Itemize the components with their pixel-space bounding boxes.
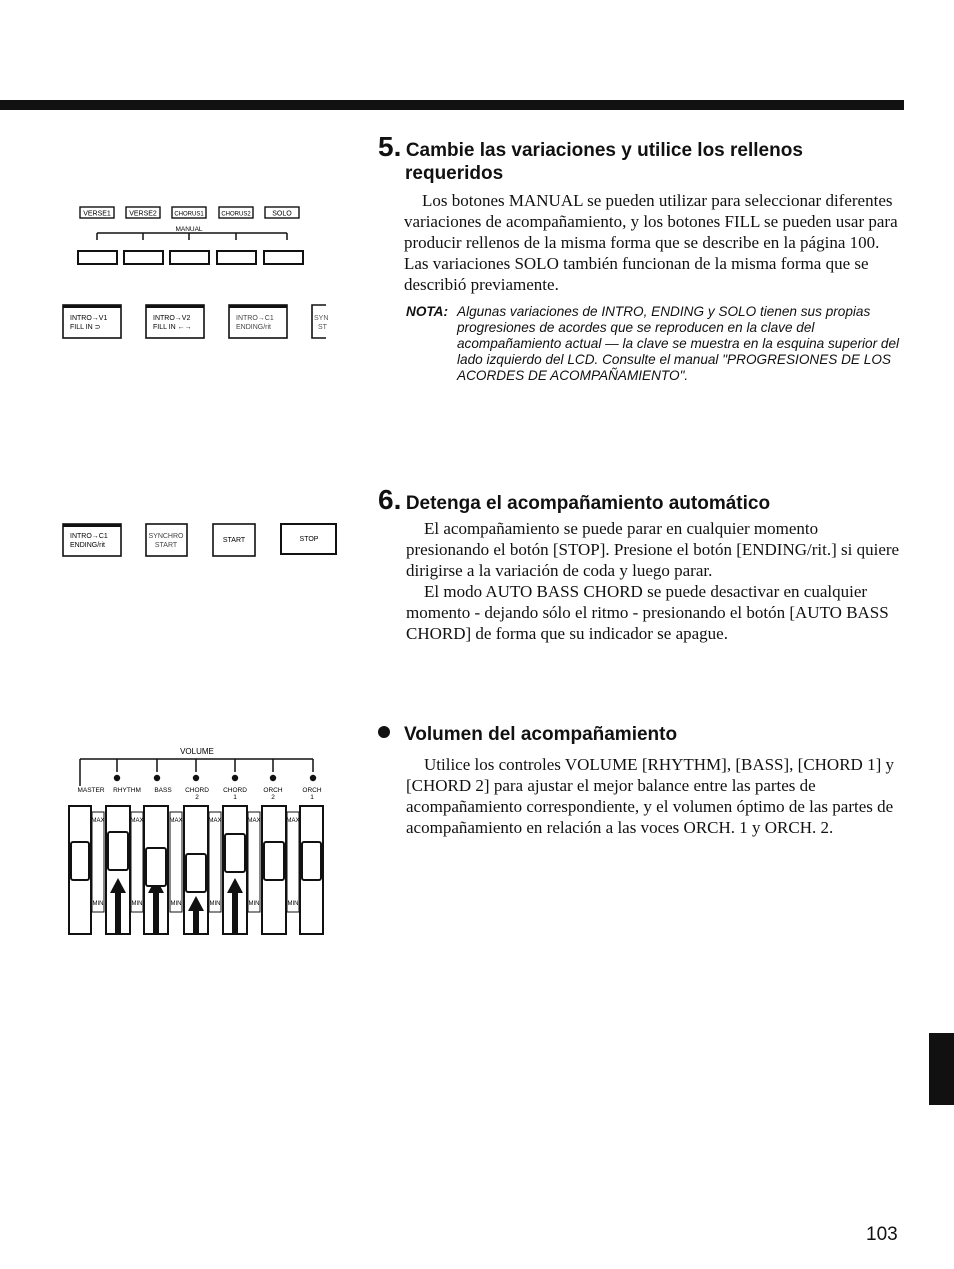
stop-row-btn1-line1: INTRO→C1 bbox=[70, 533, 108, 540]
max-label-6: MAX bbox=[286, 818, 300, 824]
volume-title-label: VOLUME bbox=[180, 747, 214, 756]
min-label-5: MIN bbox=[248, 901, 260, 907]
max-label-5: MAX bbox=[247, 818, 261, 824]
section6-number: 6. bbox=[378, 484, 402, 515]
manual-label-solo: SOLO bbox=[272, 210, 292, 218]
page-number: 103 bbox=[866, 1224, 898, 1245]
channel-orch1: ORCH bbox=[302, 787, 322, 794]
channel-orch2: ORCH bbox=[263, 787, 283, 794]
fill4-line2: ST bbox=[318, 324, 327, 331]
channel-master: MASTER bbox=[77, 787, 105, 794]
slider-orch2 bbox=[247, 806, 286, 934]
fill1-line1: INTRO→V1 bbox=[70, 315, 108, 322]
channel-orch1-num: 1 bbox=[310, 794, 314, 801]
stop-row-btn3-label: START bbox=[222, 537, 246, 544]
section6-paragraph-2: El modo AUTO BASS CHORD se puede desactivar en cualquier momento - dejando sólo el ritmo - presionando el botón [AUTO BASS CHORD] de forma que su indicador se apague. bbox=[406, 582, 889, 643]
volume-title: Volumen del acompañamiento bbox=[404, 724, 678, 745]
fill1-line2: FILL IN ⊃ bbox=[70, 324, 101, 331]
fill4-line1: SYN bbox=[314, 315, 329, 322]
stop-row-btn2-line1: SYNCHRO bbox=[148, 533, 184, 540]
stop-row-btn1-line2: ENDING/rit bbox=[70, 542, 105, 549]
channel-orch2-num: 2 bbox=[271, 794, 275, 801]
stop-button-row bbox=[63, 524, 336, 556]
section6-paragraph-1: El acompañamiento se puede parar en cualquier momento presionando el botón [STOP]. Presione el botón [ENDING/rit.] si quiere dirigirse a la variación de coda y luego parar. bbox=[406, 519, 900, 580]
max-label-2: MAX bbox=[130, 818, 144, 824]
section5-title-line1: Cambie las variaciones y utilice los rellenos bbox=[405, 140, 803, 161]
section5-title-line2: requeridos bbox=[405, 163, 504, 184]
channel-chord1: CHORD bbox=[223, 787, 247, 794]
channel-bass: BASS bbox=[154, 787, 172, 794]
channel-chord1-num: 1 bbox=[233, 794, 237, 801]
fill-button-row bbox=[63, 305, 328, 338]
channel-chord2-num: 2 bbox=[195, 794, 199, 801]
section6-title: Detenga el acompañamiento automático bbox=[405, 493, 771, 514]
channel-rhythm: RHYTHM bbox=[113, 787, 141, 794]
max-label-3: MAX bbox=[169, 818, 183, 824]
min-label-6: MIN bbox=[287, 901, 299, 907]
slider-chord1 bbox=[208, 806, 247, 934]
nota-text: Algunas variaciones de INTRO, ENDING y SOLO tienen sus propias progresiones de acordes que se reproducen en la clave del acompañamiento actual — la clave se muestra en la esquina superior del lado izquierdo del LCD. Consulte el manual "PROGRESIONES DE LOS ACORDES DE ACOMPAÑAMIENTO". bbox=[457, 304, 900, 383]
fill2-line1: INTRO→V2 bbox=[153, 315, 191, 322]
stop-row-btn2-line2: START bbox=[154, 542, 178, 549]
manual-label-verse2: VERSE2 bbox=[129, 210, 157, 218]
slider-chord2 bbox=[169, 806, 208, 934]
slider-rhythm bbox=[69, 806, 130, 934]
nota-label: NOTA: bbox=[406, 304, 449, 319]
min-label-1: MIN bbox=[92, 901, 104, 907]
volume-diagram bbox=[69, 747, 323, 934]
section5-paragraph: Los botones MANUAL se pueden utilizar para seleccionar diferentes variaciones de acompañamiento, y los botones FILL se pueden usar para producir rellenos de la misma forma que se describe en la página 100. Las variaciones SOLO también funcionan de la misma forma que se describió previamente. bbox=[404, 191, 898, 294]
channel-chord2: CHORD bbox=[185, 787, 209, 794]
min-label-4: MIN bbox=[209, 901, 221, 907]
stop-row-btn4-label: STOP bbox=[299, 536, 319, 543]
manual-button-row bbox=[78, 207, 303, 264]
section5-number: 5. bbox=[378, 131, 402, 162]
min-label-2: MIN bbox=[131, 901, 143, 907]
slider-orch1 bbox=[286, 806, 323, 934]
manual-group-label: MANUAL bbox=[175, 226, 203, 233]
slider-bass bbox=[130, 806, 168, 934]
min-label-3: MIN bbox=[170, 901, 182, 907]
fill2-line2: FILL IN ←→ bbox=[153, 324, 192, 331]
manual-label-chorus1: CHORUS1 bbox=[174, 211, 204, 218]
manual-label-verse1: VERSE1 bbox=[83, 210, 111, 218]
volume-paragraph: Utilice los controles VOLUME [RHYTHM], [BASS], [CHORD 1] y [CHORD 2] para ajustar el mejor balance entre las partes de acompañamiento correspondiente, y el volumen óptimo de las partes de acompañamiento en relación a las voces ORCH. 1 y ORCH. 2. bbox=[406, 755, 894, 837]
max-label-1: MAX bbox=[91, 818, 105, 824]
fill3-line2: ENDING/rit bbox=[236, 324, 271, 331]
max-label-4: MAX bbox=[208, 818, 222, 824]
fill3-line1: INTRO→C1 bbox=[236, 315, 274, 322]
manual-label-chorus2: CHORUS2 bbox=[221, 211, 251, 218]
